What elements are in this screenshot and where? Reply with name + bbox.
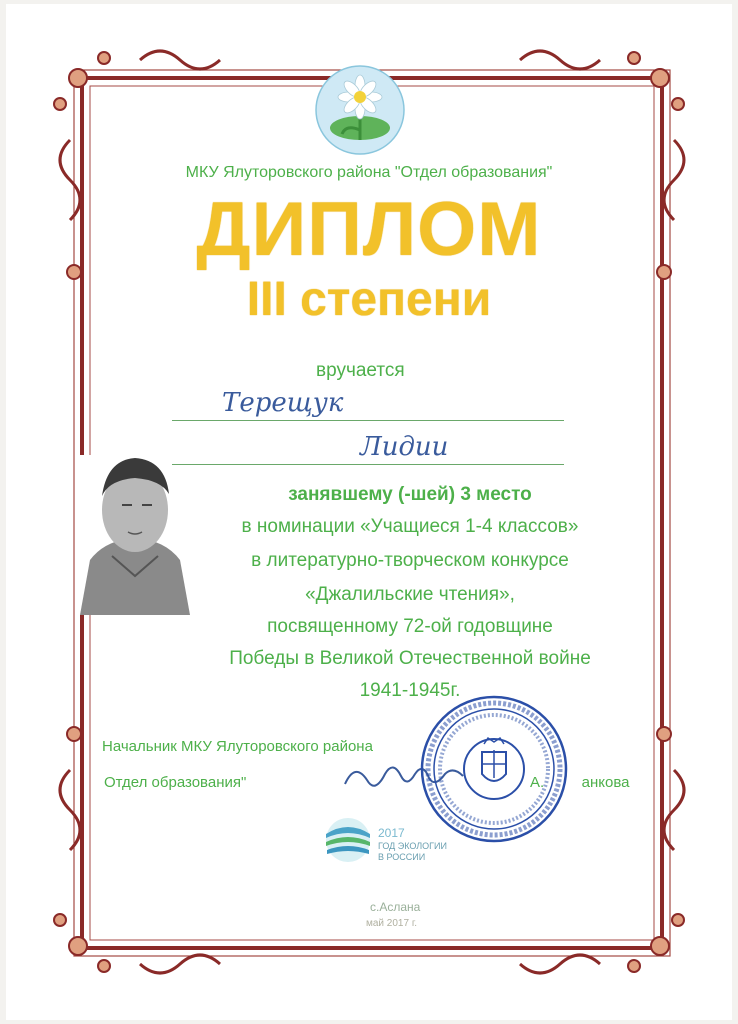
ecology-year-logo xyxy=(326,818,370,862)
place-line: занявшему (-шей) 3 место xyxy=(288,484,532,505)
presented-label: вручается xyxy=(316,360,405,381)
issue-date: май 2017 г. xyxy=(366,918,418,929)
diploma-title: ДИПЛОМ xyxy=(196,187,542,272)
dedication-line: посвященному 72-ой годовщине xyxy=(267,616,553,637)
contest-line: в литературно-творческом конкурсе xyxy=(251,550,569,571)
signer-title-line1: Начальник МКУ Ялуторовского района xyxy=(102,738,373,755)
issue-place: с.Аслана xyxy=(370,900,421,914)
daisy-logo xyxy=(316,66,404,154)
eco-logo-year: 2017 xyxy=(378,826,405,840)
organization-name: МКУ Ялуторовского района "Отдел образования" xyxy=(185,164,553,181)
eco-logo-line2: В РОССИИ xyxy=(378,852,426,862)
recipient-name: Лидии xyxy=(360,432,449,462)
signature xyxy=(345,767,463,785)
eco-logo-line1: ГОД ЭКОЛОГИИ xyxy=(378,841,447,851)
diploma-degree: III степени xyxy=(246,273,492,326)
signer-name: А. анкова xyxy=(530,774,630,791)
name-underline xyxy=(172,464,564,465)
recipient-surname: Терещук xyxy=(222,388,344,418)
contest-name-line: «Джалильские чтения», xyxy=(305,584,515,605)
official-stamp xyxy=(422,697,566,841)
signer-title-line2: Отдел образования" xyxy=(104,774,247,791)
nomination-line: в номинации «Учащиеся 1-4 классов» xyxy=(241,516,579,537)
years-line: 1941-1945г. xyxy=(359,680,461,701)
victory-line: Победы в Великой Отечественной войне xyxy=(229,648,591,669)
surname-underline xyxy=(172,420,564,421)
